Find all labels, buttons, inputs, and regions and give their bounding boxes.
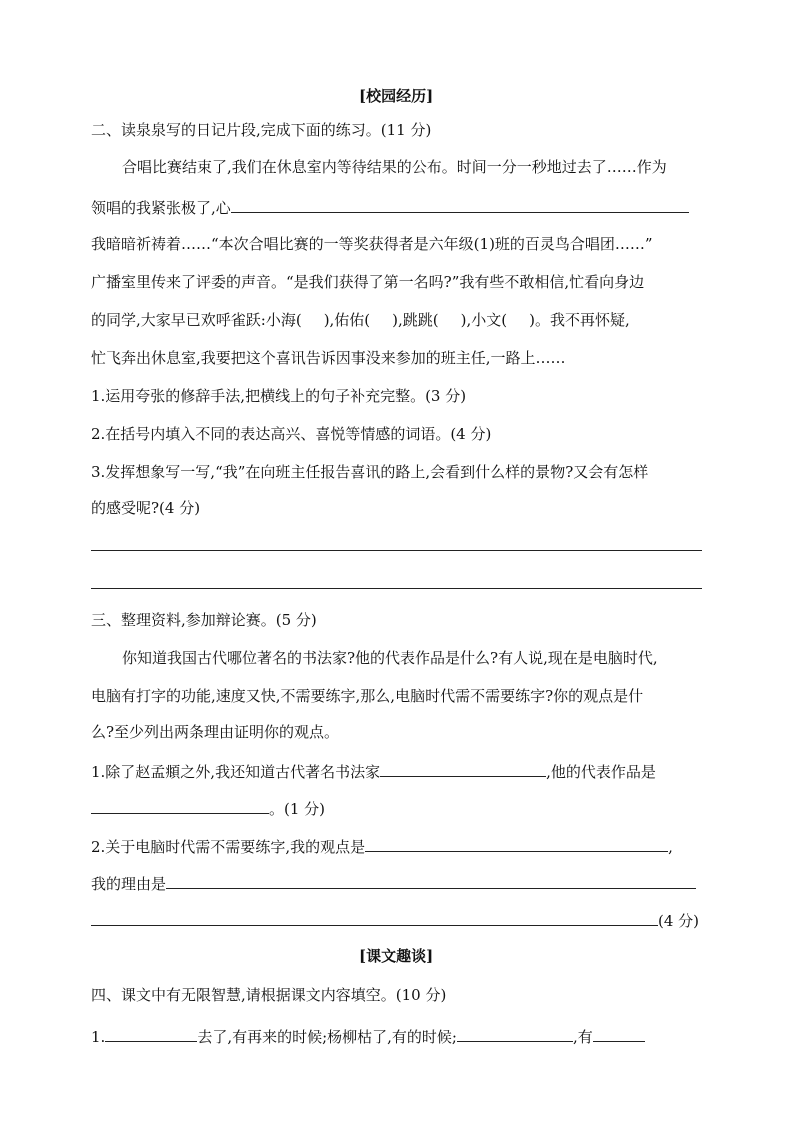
- diary-line-5-e: )。我不再怀疑,: [529, 311, 630, 329]
- q3-sub-2-text-c: 我的理由是: [91, 875, 167, 893]
- q3-sub-2-line-2: [91, 872, 696, 894]
- exaggeration-blank[interactable]: [231, 196, 689, 213]
- reason-blank-1[interactable]: [166, 872, 696, 889]
- q3-sub-1-line-2: [91, 797, 325, 819]
- debate-line-3: 么?至少列出两条理由证明你的观点。: [91, 723, 340, 741]
- q4-sub-1: [91, 1025, 645, 1047]
- q3-sub-2-text-a: 2.关于电脑时代需不需要练字,我的观点是: [91, 838, 366, 856]
- q3-sub-2-score: (4 分): [658, 912, 700, 930]
- diary-line-5-c: ),跳跳(: [392, 311, 439, 329]
- diary-line-1: 合唱比赛结束了,我们在休息室内等待结果的公布。时间一分一秒地过去了……作为: [122, 158, 667, 176]
- debate-line-1: 你知道我国古代哪位著名的书法家?他的代表作品是什么?有人说,现在是电脑时代,: [122, 649, 658, 667]
- peach-blank[interactable]: [457, 1025, 573, 1042]
- q2-sub-3-line-1: 3.发挥想象写一写,“我”在向班主任报告喜讯的路上,会看到什么样的景物?又会有怎样: [91, 463, 649, 481]
- diary-line-5-d: ),小文(: [460, 311, 508, 329]
- question-2-heading: 二、读泉泉写的日记片段,完成下面的练习。(11 分): [91, 121, 432, 139]
- section-title-lessons: [课文趣谈]: [359, 947, 434, 965]
- question-3-heading: 三、整理资料,参加辩论赛。(5 分): [91, 611, 317, 629]
- q3-sub-1-line-1: [91, 760, 656, 782]
- reason-blank-2[interactable]: [91, 909, 658, 926]
- swallow-blank[interactable]: [105, 1025, 197, 1042]
- diary-line-6: 忙飞奔出休息室,我要把这个喜讯告诉因事没来参加的班主任,一路上……: [91, 349, 566, 367]
- q2-sub-1: 1.运用夸张的修辞手法,把横线上的句子补充完整。(3 分): [91, 387, 467, 405]
- diary-line-3: 我暗暗祈祷着……“本次合唱比赛的一等奖获得者是六年级(1)班的百灵鸟合唱团……”: [91, 235, 653, 253]
- diary-line-2-text: 领唱的我紧张极了,心: [91, 199, 231, 217]
- diary-line-5-b: ),佑佑(: [323, 311, 371, 329]
- q4-sub-1-text-b: 去了,有再来的时候;杨柳枯了,有的时候;: [197, 1028, 457, 1046]
- q2-sub-3-line-2: 的感受呢?(4 分): [91, 499, 201, 517]
- answer-line-1[interactable]: [91, 550, 702, 551]
- debate-line-2: 电脑有打字的功能,速度又快,不需要练字,那么,电脑时代需不需要练字?你的观点是什: [91, 687, 644, 705]
- diary-line-2: [91, 196, 689, 218]
- masterpiece-blank[interactable]: [91, 797, 269, 814]
- q3-sub-2-text-b: ,: [668, 838, 673, 856]
- viewpoint-blank[interactable]: [365, 835, 668, 852]
- q3-sub-1-text-c: 。(1 分): [269, 800, 326, 818]
- calligrapher-blank[interactable]: [380, 760, 546, 777]
- bloom-blank[interactable]: [593, 1025, 645, 1042]
- q3-sub-1-text-a: 1.除了赵孟頫之外,我还知道古代著名书法家: [91, 763, 381, 781]
- diary-line-5: [91, 310, 630, 330]
- q3-sub-1-text-b: ,他的代表作品是: [546, 763, 656, 781]
- diary-line-5-a: 的同学,大家早已欢呼雀跃:小海(: [91, 311, 302, 329]
- diary-line-4: 广播室里传来了评委的声音。“是我们获得了第一名吗?”我有些不敢相信,忙看向身边: [91, 273, 645, 291]
- section-title-campus: [校园经历]: [359, 87, 434, 105]
- q2-sub-2: 2.在括号内填入不同的表达高兴、喜悦等情感的词语。(4 分): [91, 425, 492, 443]
- q3-sub-2-line-3: [91, 909, 699, 931]
- q3-sub-2-line-1: [91, 835, 673, 857]
- q4-sub-1-text-c: ,有: [572, 1028, 593, 1046]
- q4-sub-1-text-a: 1.: [91, 1028, 106, 1046]
- question-4-heading: 四、课文中有无限智慧,请根据课文内容填空。(10 分): [91, 986, 447, 1004]
- answer-line-2[interactable]: [91, 588, 702, 589]
